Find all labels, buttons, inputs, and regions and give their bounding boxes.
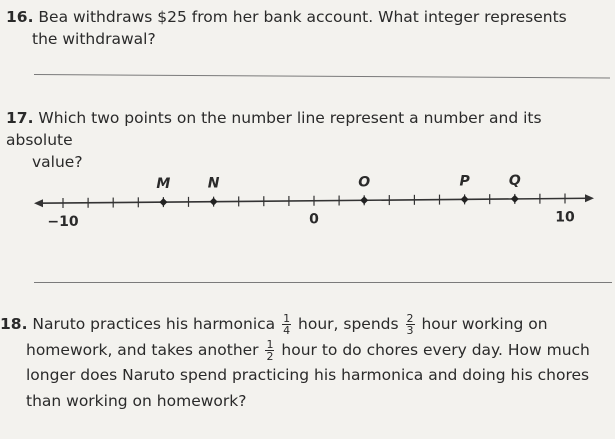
fraction: [265, 339, 274, 362]
question-text: homework, and takes another: [26, 340, 259, 359]
question-line: [0, 338, 612, 364]
number-line-labels: [47, 209, 575, 230]
tick-label: 10: [555, 209, 575, 226]
point-m: [159, 198, 167, 206]
tick-label: 0: [309, 211, 319, 228]
point-label: O: [358, 174, 371, 191]
point-label: N: [207, 175, 220, 192]
question-text: than working on homework?: [26, 391, 247, 410]
point-label: M: [156, 176, 171, 193]
answer-line: [34, 74, 610, 79]
question-16: [6, 6, 596, 50]
fraction-numerator: 1: [266, 337, 274, 351]
tick-label: −10: [47, 214, 79, 230]
question-text: Naruto practices his harmonica: [32, 315, 276, 333]
number-line-ticks: [63, 193, 565, 208]
question-number: 17.: [6, 109, 34, 127]
fraction-denominator: 3: [406, 324, 414, 337]
question-text: hour, spends: [298, 315, 399, 333]
fraction-numerator: 2: [406, 312, 414, 325]
fraction-denominator: 2: [266, 349, 274, 363]
question-18: [0, 312, 612, 414]
question-text: hour to do chores every day. How much: [281, 340, 590, 359]
right-arrow-icon: [585, 194, 594, 202]
answer-line: [34, 282, 612, 283]
fraction: [406, 313, 415, 336]
question-text: value?: [32, 153, 83, 171]
question-text: Which two points on the number line represent a number and its absolute: [6, 109, 542, 149]
question-text: longer does Naruto spend practicing his harmonica and doing his chores: [26, 366, 590, 384]
fraction-denominator: 4: [283, 324, 291, 337]
question-text: Bea withdraws $25 from her bank account. What integer represents: [38, 8, 567, 26]
number-line: [0, 160, 615, 240]
fraction-numerator: 1: [283, 312, 291, 325]
point-o: [360, 196, 368, 204]
question-text: hour working on: [421, 315, 548, 333]
point-q: [511, 195, 519, 203]
question-number: 16.: [6, 8, 34, 26]
point-label: Q: [508, 172, 521, 189]
point-n: [210, 198, 218, 206]
fraction: [282, 313, 291, 336]
left-arrow-icon: [34, 199, 43, 207]
point-label: P: [459, 173, 470, 190]
point-p: [461, 195, 469, 203]
question-text: the withdrawal?: [32, 30, 156, 48]
question-number: 18.: [0, 315, 28, 333]
